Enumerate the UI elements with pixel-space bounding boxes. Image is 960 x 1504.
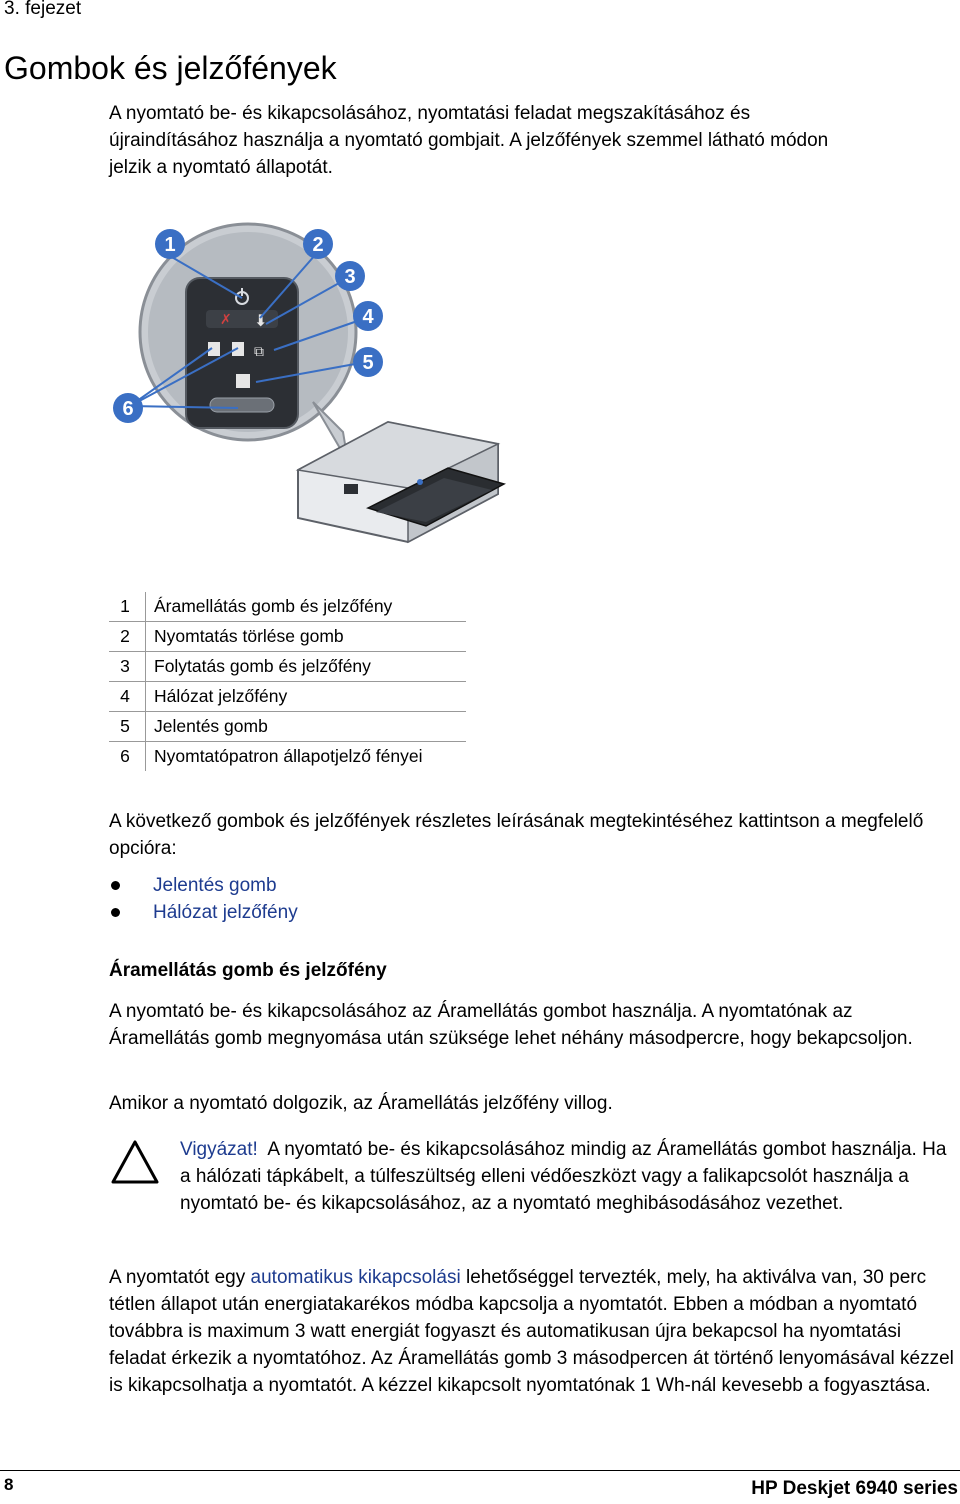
callout-5 [353,347,383,377]
callout-2 [303,229,333,259]
bullet-icon [111,908,120,917]
report-button [210,398,274,412]
legend-row [109,712,466,742]
footer-divider [0,1470,960,1471]
legend-number: 3 [109,652,146,682]
callout-3 [335,261,365,291]
intro-paragraph: A nyomtató be- és kikapcsolásához, nyomtatási feladat megszakításához és újraindításához használja a nyomtató gombjait. A jelzőfények szemmel látható módon jelzik a nyomtató állapotát. [109,103,829,178]
follow-paragraph: A következő gombok és jelzőfények részletes leírásának megtekintéséhez kattintson a megfelelő opcióra: [109,811,924,859]
auto-off-text-end: lehetőséggel tervezték, mely, ha aktiválva van, 30 perc tétlen állapot után energiatakarékos módba kapcsolja a nyomtatót. Ebben a módban a nyomtató továbbra is maximum 3 watt energiát fogyaszt és automatikusan újra bekapcsol ha nyomtatási feladat érkezik a nyomtatóhoz. Az Áramellátás gomb 3 másodpercen át történő lenyomásával kézzel is kikapcsolhatja a nyomtatót. A kézzel kikapcsolt nyomtatónak 1 Wh-nál kevesebb a fogyasztása. [109,1267,954,1396]
warning-text: A nyomtató be- és kikapcsolásához mindig az Áramellátás gombot használja. Ha a hálózati tápkábelt, a túlfeszültség elleni védőeszközt vagy a falikapcsolót használja a nyomtató be- és kikapcsolásához, az a nyomtató meghibásodásához vezethet. [180,1139,947,1214]
printer-control-panel-figure [108,222,508,558]
legend-number: 6 [109,742,146,772]
auto-off-paragraph [109,1264,954,1399]
callout-4 [353,301,383,331]
footer-product-name: HP Deskjet 6940 series [751,1478,958,1499]
link-network-light[interactable]: Hálózat jelzőfény [153,902,298,923]
network-icon: ⧉ [254,344,264,360]
page-number: 8 [4,1475,14,1494]
legend-label: Nyomtatópatron állapotjelző fényei [154,746,423,766]
legend-label: Nyomtatás törlése gomb [146,622,467,652]
legend-number: 2 [109,622,146,652]
link-auto-power-off[interactable]: automatikus kikapcsolási [250,1267,461,1288]
option-links [109,872,298,926]
legend-label: Áramellátás gomb és jelzőfény [146,592,467,622]
legend-row [109,742,466,772]
resume-icon: ⬇ [254,311,268,330]
warning-label: Vigyázat! [180,1139,258,1160]
list-item [109,899,298,926]
legend-row [109,682,466,712]
legend-label: Jelentés gomb [146,712,467,742]
callout-1 [155,229,185,259]
svg-text:6: 6 [122,398,134,420]
printer-illustration [298,422,504,542]
svg-text:2: 2 [312,234,324,256]
power-paragraph-1: A nyomtató be- és kikapcsolásához az Áramellátás gombot használja. A nyomtatónak az Áramellátás gomb megnyomása után szüksége lehet néhány másodpercre, hogy bekapcsoljon. [109,1001,913,1049]
callout-6 [113,393,143,423]
auto-off-text-start: A nyomtatót egy [109,1267,251,1288]
svg-text:5: 5 [362,352,374,374]
list-item [109,872,298,899]
legend-table [109,592,466,771]
cancel-icon: ✗ [220,312,232,328]
warning-note [180,1136,955,1217]
report-icon [236,374,250,388]
page-title: Gombok és jelzőfények [4,50,337,86]
legend-number: 5 [109,712,146,742]
legend-number: 4 [109,682,146,712]
svg-text:1: 1 [164,234,176,256]
legend-label: Folytatás gomb és jelzőfény [146,652,467,682]
legend-number: 1 [109,592,146,622]
legend-row [109,622,466,652]
warning-icon [110,1138,160,1186]
legend-row [109,592,466,622]
legend-label: Hálózat jelzőfény [146,682,467,712]
bullet-icon [111,881,120,890]
legend-row [109,652,466,682]
svg-text:4: 4 [362,306,374,328]
section-heading: Áramellátás gomb és jelzőfény [109,960,387,981]
svg-text:3: 3 [344,266,356,288]
power-paragraph-2: Amikor a nyomtató dolgozik, az Áramellátás jelzőfény villog. [109,1093,613,1114]
chapter-header: 3. fejezet [4,0,82,19]
link-report-button[interactable]: Jelentés gomb [153,875,277,896]
